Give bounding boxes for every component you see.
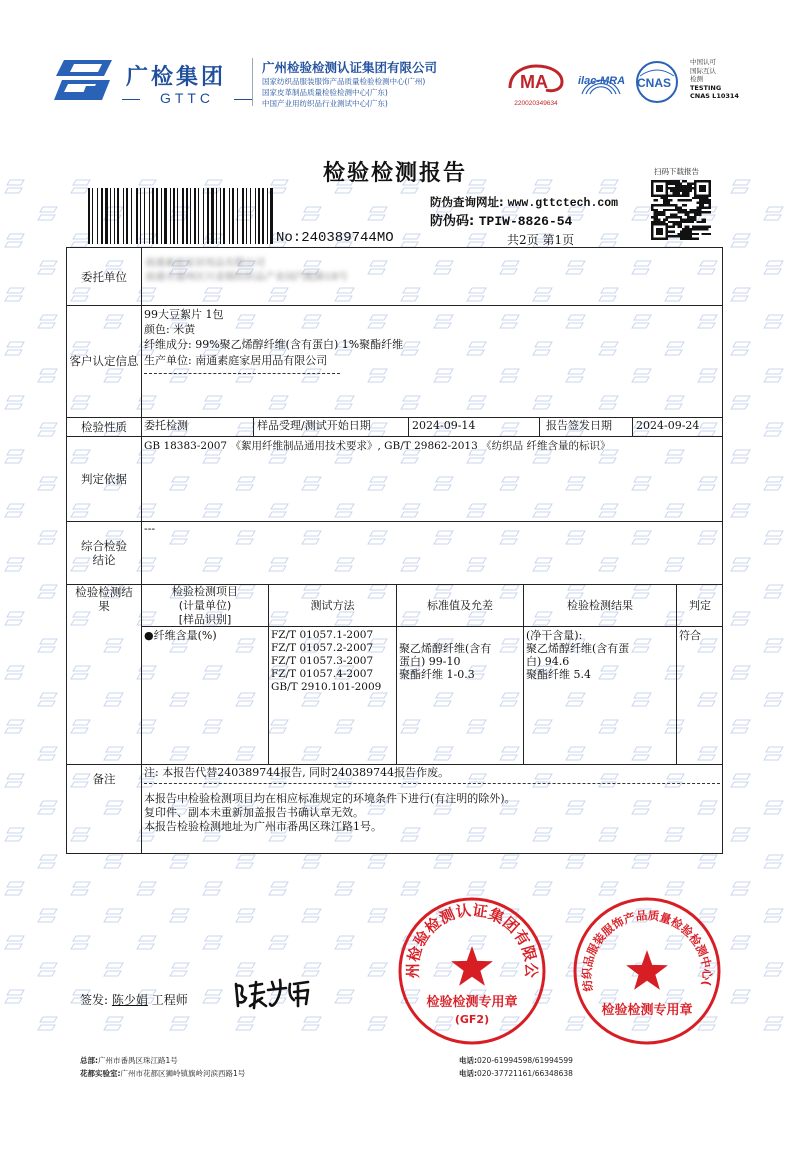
gttc-logo-icon [52, 56, 114, 106]
cma-mark [506, 62, 566, 107]
inspection-nature-label: 检验性质 [81, 419, 127, 434]
inspection-seal-center [572, 896, 722, 1046]
seal-ring-text: 州检验检测认证集团有限公 [403, 901, 541, 979]
footer-hq [80, 1055, 178, 1066]
sample-info-end-line [144, 373, 340, 374]
anti-fake-site-url[interactable]: www.gttctech.com [507, 197, 619, 210]
remarks-line: 本报告中检验检测项目均在相应标准规定的环境条件下进行(有注明的除外)。 [144, 792, 516, 805]
signer-name: 陈少娟 [111, 993, 148, 1007]
column-divider [253, 417, 254, 436]
footer-tel-number: 020-61994598/61994599 [477, 1056, 573, 1065]
sample-info-label: 客户认定信息 [69, 354, 139, 368]
ilac-text: ilac-MRA [578, 75, 626, 87]
brand-name-cn: 广检集团 [126, 65, 227, 90]
cnas-caption [690, 58, 739, 101]
issue-date-value: 2024-09-24 [636, 419, 700, 432]
test-item-fiber-content: ●纤维含量(%) [144, 629, 217, 642]
ilac-mra-logo-icon [576, 58, 626, 102]
anti-fake-code-label: 防伪码: [430, 214, 475, 229]
remarks-divider [144, 783, 720, 784]
remarks-line: 复印件、副本未重新加盖报告书确认章无效。 [144, 806, 364, 819]
anti-fake-code [430, 210, 572, 229]
column-divider [141, 248, 142, 854]
footer-hq-label: 总部: [80, 1056, 98, 1065]
result-value: 白) 94.6 [526, 655, 570, 668]
remarks-note: 注: 本报告代替240389744报告, 同时240389744报告作废。 [144, 766, 450, 779]
result-value: (净干含量): [526, 629, 583, 642]
report-table [66, 247, 723, 854]
anti-fake-code-value: TPIW-8826-54 [478, 214, 573, 229]
col-header-method: 测试方法 [310, 598, 355, 612]
center-line: 中国产业用纺织品行业测试中心(广东) [262, 99, 388, 108]
footer-lab-label: 花都实验室: [80, 1069, 121, 1078]
test-method: FZ/T 01057.1-2007 [271, 629, 374, 641]
cma-logo-icon [506, 62, 566, 94]
footer-hq-address: 广州市番禺区珠江路1号 [98, 1056, 178, 1065]
group-name: 广州检验检测认证集团有限公司 [262, 60, 438, 75]
test-method: FZ/T 01057.3-2007 [271, 655, 374, 667]
conclusion-value: --- [144, 522, 156, 535]
row-divider [67, 521, 722, 522]
footer-tel-number: 020-37721161/66348638 [477, 1069, 573, 1078]
cnas-caption-line: TESTING [690, 83, 722, 92]
seal-ring-text: 纺织品服装服饰产品质量检验检测中心( [579, 908, 715, 993]
cma-number: 220020349634 [514, 100, 558, 107]
column-divider [408, 417, 409, 436]
column-divider [539, 417, 540, 436]
page-count: 共2页 第1页 [507, 233, 575, 247]
anti-fake-site [430, 194, 618, 210]
test-method: FZ/T 01057.4-2007 [271, 668, 374, 680]
column-divider [632, 417, 633, 436]
report-barcode [88, 188, 274, 244]
inspection-seal-gttc [397, 896, 547, 1046]
center-line: 国家皮革制品质量检验检测中心(广东) [262, 88, 388, 97]
standard-value: 聚酯纤维 1-0.3 [399, 668, 475, 681]
verdict-value: 符合 [679, 629, 701, 642]
remarks-label: 备注 [92, 772, 116, 786]
signer-title: 工程师 [151, 993, 188, 1007]
remarks-line: 本报告检验检测地址为广州市番禺区珠江路1号。 [144, 820, 382, 833]
header-divider [252, 58, 253, 106]
row-divider [67, 305, 722, 306]
row-divider [67, 436, 722, 437]
sample-line: 纤维成分: 99%聚乙烯醇纤维(含有蛋白) 1%聚酯纤维 [144, 338, 404, 351]
handwritten-signature [228, 976, 320, 1012]
results-label: 检验检测结果 [75, 585, 133, 613]
row-divider [67, 764, 722, 765]
col-header-result: 检验检测结果 [567, 598, 633, 612]
signature-line [80, 991, 188, 1008]
qr-label: 扫码下载报告 [654, 167, 699, 176]
download-qr-code[interactable] [651, 180, 711, 240]
received-date-value: 2024-09-14 [412, 419, 476, 432]
sample-line: 颜色: 米黄 [144, 323, 196, 336]
footer-tel-label: 电话: [459, 1056, 477, 1065]
footer-lab [80, 1068, 245, 1079]
report-number: No:240389744MO [276, 230, 394, 246]
client-label: 委托单位 [81, 269, 127, 284]
footer-lab-address: 广州市花都区狮岭镇旗岭河滨西路1号 [120, 1069, 246, 1078]
seal-center-text: 检验检测专用章 [426, 995, 518, 1010]
conclusion-label: 综合检验结论 [81, 538, 127, 567]
inspection-nature-value: 委托检测 [144, 419, 188, 432]
result-value: 聚酯纤维 5.4 [526, 668, 591, 681]
judgment-basis-value: GB 18383-2007 《絮用纤维制品通用技术要求》, GB/T 29862-2013 《纺织品 纤维含量的标识》 [144, 440, 611, 452]
standard-value: 蛋白) 99-10 [399, 655, 461, 668]
cnas-caption-line: 国际互认 [690, 66, 716, 75]
footer-tel-1 [459, 1055, 573, 1066]
cnas-logo-icon [632, 60, 682, 104]
test-method: FZ/T 01057.2-2007 [271, 642, 374, 654]
cma-logo-text: MA [520, 72, 548, 92]
center-line: 国家纺织品服装服饰产品质量检验检测中心(广州) [262, 77, 426, 86]
client-address-redacted: 南通市通州区川姜镇纺织品产业园汽配路18号 [145, 272, 348, 283]
col-header-item: 检验检测项目 (计量单位) [样品识别] [172, 584, 238, 626]
footer-tel-label: 电话: [459, 1069, 477, 1078]
footer-tel-2 [459, 1068, 573, 1079]
signature-label: 签发: [80, 993, 109, 1007]
standard-value: 聚乙烯醇纤维(含有 [399, 642, 492, 655]
client-name-redacted: 南通素庭家居用品有限公司 [145, 258, 265, 269]
report-title: 检验检测报告 [322, 161, 467, 186]
test-method: GB/T 2910.101-2009 [271, 681, 382, 693]
cnas-caption-line: 中国认可 [690, 58, 716, 66]
issue-date-label: 报告签发日期 [546, 419, 612, 432]
col-header-verdict: 判定 [689, 598, 711, 612]
judgment-basis-label: 判定依据 [81, 471, 127, 486]
sample-line: 生产单位: 南通素庭家居用品有限公司 [144, 354, 328, 367]
group-info [262, 58, 437, 109]
col-header-standard: 标准值及允差 [427, 598, 493, 612]
anti-fake-site-label: 防伪查询网址: [430, 195, 504, 209]
cnas-caption-line: 检测 [690, 75, 703, 83]
cnas-caption-line: CNAS L10314 [690, 92, 739, 100]
sample-line: 99大豆絮片 1包 [144, 308, 224, 321]
received-date-label: 样品受理/测试开始日期 [257, 419, 371, 432]
seal-sub-text: (GF2) [454, 1013, 490, 1026]
row-divider [67, 417, 722, 418]
brand-name-en: GTTC [128, 90, 246, 106]
result-value: 聚乙烯醇纤维(含有蛋 [526, 642, 630, 655]
cnas-text: CNAS [637, 76, 672, 90]
seal-center-text: 检验检测专用章 [601, 1003, 693, 1018]
